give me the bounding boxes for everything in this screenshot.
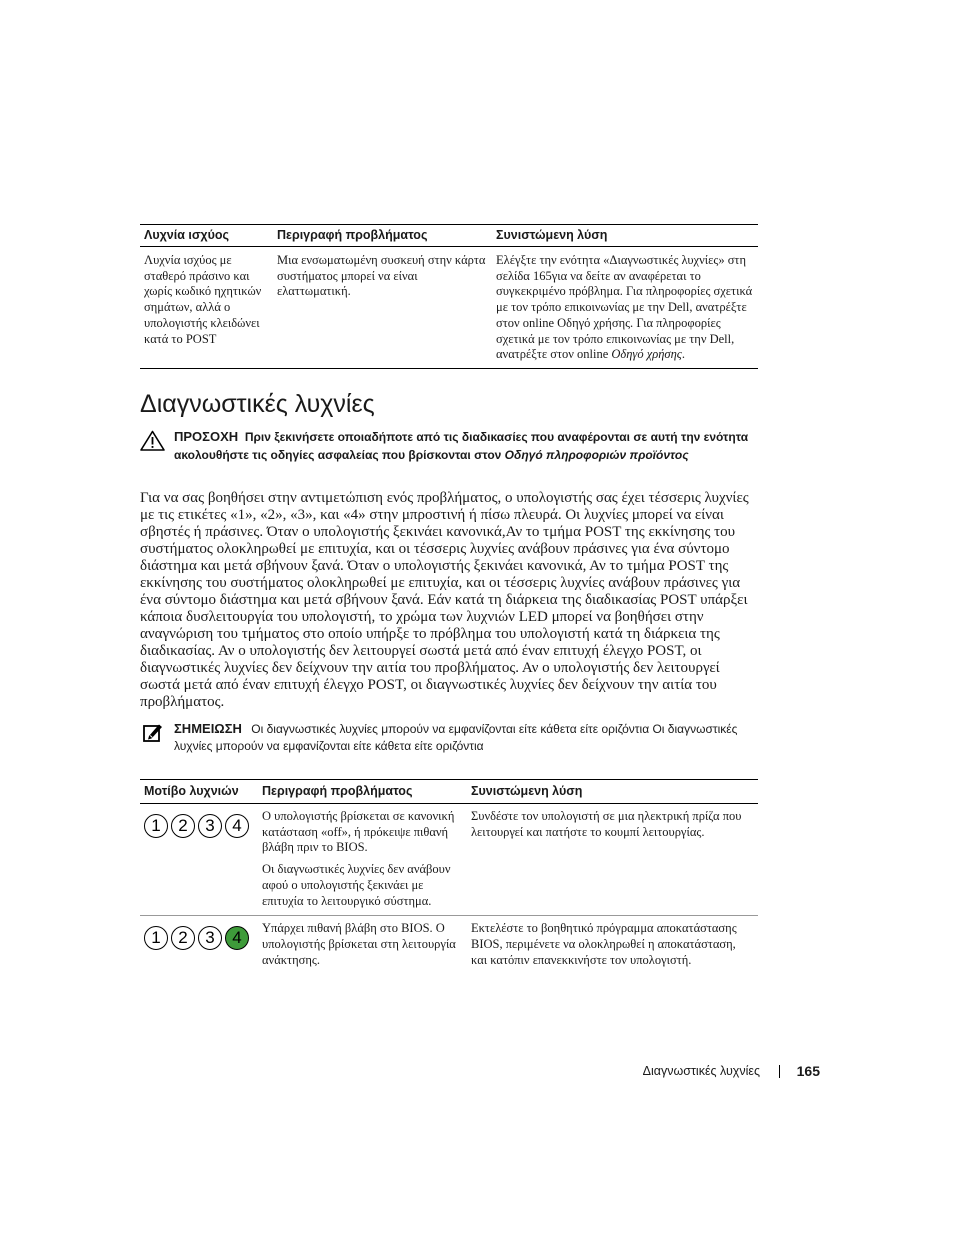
note-body: Οι διαγνωστικές λυχνίες μπορούν να εμφανίζονται είτε κάθετα είτε οριζόντια Οι διαγνωστικές λυχνίες μπορούν να εμφανίζονται είτε κάθετα είτε οριζόντια — [174, 722, 738, 753]
note-label: ΣΗΜΕΙΩΣΗ — [174, 721, 242, 736]
col-header-solution: Συνιστώμενη λύση — [492, 225, 758, 247]
body-paragraph: Για να σας βοηθήσει στην αντιμετώπιση ενός προβλήματος, ο υπολογιστής σας έχει τέσσερις λυχνίες με τις ετικέτες «1», «2», «3», και «4» στην μπροστινή ή πίσω πλευρά. Οι λυχνίες μπορεί να είναι σβηστές ή πράσινες. Όταν ο υπολογιστής ξεκινάει κανονικά,Αν το τμήμα POST της εκκίνησης του συστήματος ολοκληρωθεί με επιτυχία, και οι τέσσερις λυχνίες ανάβουν πράσινες για ένα σύντομο διάστημα και μετά σβήνουν ξανά. Όταν ο υπολογιστής ξεκινάει κανονικά, Αν το τμήμα POST της εκκίνησης του συστήματος ολοκληρωθεί με επιτυχία, και οι τέσσερις λυχνίες ανάβουν πράσινες για ένα σύντομο διάστημα και μετά σβήνουν ξανά. Εάν κατά τη διάρκεια της διαδικασίας POST υπάρξει κάποια δυσλειτουργία του υπολογιστή, το χρώμα των λυχνιών LED μπορεί να βοηθήσει στην αναγνώριση του τμήματος στο οποίο υπήρξε το πρόβλημα του υπολογιστή κατά τη διάρκεια της διαδικασίας. Αν ο υπολογιστής δεν λειτουργεί σωστά μετά από έναν επιτυχή έλεγχο POST, οι διαγνωστικές λυχνίες δεν δείχνουν την αιτία του προβλήματος. Αν ο υπολογιστής δεν λειτουργεί σωστά μετά από έναν επιτυχή έλεγχο POST, οι διαγνωστικές λυχνίες δεν δείχνουν την αιτία του προβλήματος. — [140, 490, 749, 710]
light-pattern-table — [140, 779, 758, 974]
problem-cell: Υπάρχει πιθανή βλάβη στο BIOS. Ο υπολογιστής βρίσκεται στη λειτουργία ανάκτησης. — [262, 921, 456, 967]
caution-block — [140, 428, 760, 464]
warning-triangle-icon — [140, 430, 165, 451]
solution-cell: Εκτελέστε το βοηθητικό πρόγραμμα αποκατάστασης BIOS, περιμένετε να ολοκληρωθεί η αποκατάσταση, και κατόπιν επανεκκινήστε τον υπολογιστή. — [471, 921, 737, 967]
solution-cell — [492, 247, 758, 369]
led-4: 4 — [225, 926, 249, 950]
light-pattern-cell — [140, 916, 258, 975]
light-pattern-cell — [140, 804, 258, 916]
footer-title: Διαγνωστικές λυχνίες — [642, 1064, 760, 1078]
page-footer — [560, 1062, 820, 1082]
note-text — [174, 720, 760, 755]
col-header-solution: Συνιστώμενη λύση — [467, 780, 758, 804]
solution-extra: Για πληροφορίες σχετικά με τον τρόπο επικοινωνίας με την Dell, ανατρέξτε στον online — [496, 315, 735, 362]
solution-cell: Συνδέστε τον υπολογιστή σε μια ηλεκτρική πρίζα που λειτουργεί και πατήστε το κουμπί λειτουργίας. — [467, 804, 758, 916]
power-light-table — [140, 224, 758, 369]
pencil-note-icon — [143, 723, 163, 743]
section-title: Διαγνωστικές λυχνίες — [140, 390, 375, 418]
led-pattern — [144, 809, 254, 838]
col-header-problem: Περιγραφή προβλήματος — [273, 225, 492, 247]
caution-label: ΠΡΟΣΟΧΗ — [174, 429, 239, 444]
col-header-power-light: Λυχνία ισχύος — [140, 225, 273, 247]
user-guide-ref: Οδηγό χρήσης — [611, 347, 682, 362]
table-row — [140, 247, 758, 369]
led-2: 2 — [171, 814, 195, 838]
col-header-light-pattern: Μοτίβο λυχνιών — [140, 780, 258, 804]
footer-divider — [779, 1065, 780, 1078]
problem-text: Ο υπολογιστής βρίσκεται σε κανονική κατάσταση «off», ή πρόκειψε πιθανή βλάβη πριν το BIOS. — [262, 809, 455, 855]
led-1: 1 — [144, 926, 168, 950]
led-3: 3 — [198, 926, 222, 950]
table-row — [140, 804, 758, 916]
problem-cell — [258, 804, 467, 916]
led-pattern — [144, 921, 254, 950]
caution-text — [174, 428, 760, 464]
led-1: 1 — [144, 814, 168, 838]
problem-cell: Μια ενσωματωμένη συσκευή στην κάρτα συστήματος μπορεί να είναι ελαττωματική. — [273, 247, 492, 369]
page-number: 165 — [796, 1063, 820, 1079]
caution-body: Πριν ξεκινήσετε οποιαδήποτε από τις διαδικασίες που αναφέρονται σε αυτή την ενότητα ακολουθήστε τις οδηγίες ασφαλείας που βρίσκονται στον — [174, 430, 749, 462]
product-info-guide-ref: Οδηγό πληροφοριών προϊόντος — [504, 448, 689, 462]
table-row — [140, 916, 758, 975]
led-4: 4 — [225, 814, 249, 838]
led-2: 2 — [171, 926, 195, 950]
power-light-cell: Λυχνία ισχύος με σταθερό πράσινο και χωρίς κωδικό ηχητικών σημάτων, αλλά ο υπολογιστής κλειδώνει κατά το POST — [140, 247, 273, 369]
problem-text-secondary: Οι διαγνωστικές λυχνίες δεν ανάβουν αφού ο υπολογιστής ξεκινάει με επιτυχία το λειτουργικό σύστημα. — [262, 862, 451, 908]
note-block — [140, 720, 760, 755]
led-3: 3 — [198, 814, 222, 838]
solution-main: Ελέγξτε την ενότητα «Διαγνωστικές λυχνίες» στη σελίδα 165για να δείτε αν αναφέρεται το συγκεκριμένο πρόβλημα. Για πληροφορίες σχετικά με τον τρόπο επικοινωνίας με την Dell, ανατρέξτε στον online Οδηγό χρήσης. — [496, 253, 753, 330]
solution-end: . — [681, 347, 685, 362]
col-header-problem: Περιγραφή προβλήματος — [258, 780, 467, 804]
